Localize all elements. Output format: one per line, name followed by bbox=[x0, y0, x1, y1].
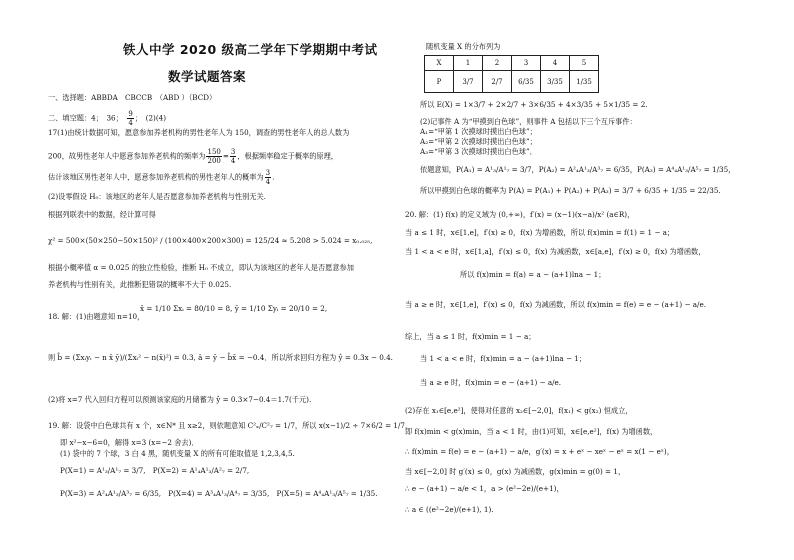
event-a3: A₃=“甲第 3 次摸球时摸出白色球”． bbox=[420, 147, 537, 156]
q18-regression: 则 b̂ = (Σxᵢyᵢ − n x̄ ȳ)/(Σxᵢ² − n(x̄)²) = 0.3, â = ȳ − b̂x̄ = −0.4．所以所求回归方程为 ŷ = 0.3x − 0.4. bbox=[48, 353, 393, 362]
q19-line4: P(X=1) = A¹₃/A¹₇ = 3/7, P(X=2) = A¹₄A¹₃/A²₇ = 2/7, bbox=[60, 466, 250, 475]
chi-square-formula: χ² = 500×(50×250−50×150)² / (100×400×200×300) = 125/24 ≈ 5.208 > 5.024 = x₀.₀₂₅, bbox=[48, 236, 373, 245]
event-a2: A₂=“甲第 2 次摸球时摸出白色球”； bbox=[420, 137, 537, 146]
q20-summary1: 综上，当 a ≤ 1 时，f(x)min = 1 − a； bbox=[405, 332, 536, 341]
event-intro: (2)记事件 A 为“甲摸到白色球”，则事件 A 包括以下三个互斥事件： bbox=[420, 117, 637, 126]
table-row: P 3/7 2/7 6/35 3/35 1/35 bbox=[425, 71, 599, 93]
q20-line1: 20. 解：(1) f(x) 的定义域为 (0,+∞)，f′(x) = (x−1)(x−a)/x² (a∈R)， bbox=[405, 210, 635, 219]
q20-line3: 当 1 < a < e 时，x∈[1,a]，f′(x) ≤ 0，f(x) 为减函数，x∈[a,e]，f′(x) ≥ 0，f(x) 为增函数， bbox=[405, 247, 706, 256]
q18-means: x̄ = 1/10 Σxᵢ = 80/10 = 8, ȳ = 1/10 Σyᵢ = 20/10 = 2, bbox=[140, 304, 328, 313]
distribution-table bbox=[424, 55, 599, 93]
answer-title: 数学试题答案 bbox=[168, 69, 247, 84]
event-probabilities: 依题意知，P(A₁) = A¹₃/A¹₇ = 3/7，P(A₂) = A²₄A¹₃/A³₇ = 6/35，P(A₃) = A⁴₄A¹₃/A⁵₇ = 1/35， bbox=[420, 165, 736, 174]
q20-summary2: 当 1 < a < e 时，f(x)min = a − (a+1)lna − 1； bbox=[420, 354, 587, 363]
q20-part2-line4: 当 x∈[−2,0] 时 g′(x) ≤ 0，g(x) 为减函数，g(x)min = g(0) = 1， bbox=[405, 467, 626, 476]
event-a1: A₁=“甲第 1 次摸球时摸出白色球”； bbox=[420, 127, 537, 136]
q17-line7: 养老机构与性别有关，此推断犯错误的概率不大于 0.025. bbox=[48, 280, 232, 289]
q17-line2: 200，故男性老年人中愿意参加养老机构的频率为 $\frac{150}{200}$ = $\frac{3}{4}$ ，根据频率稳定于概率的原理， bbox=[48, 148, 338, 165]
q20-summary3: 当 a ≥ e 时，f(x)min = e − (a+1) − a/e. bbox=[420, 378, 562, 387]
q20-part2-line1: (2)存在 x₁∈[e,e²]，使得对任意的 x₂∈[−2,0]，f(x₁) < g(x₂) 恒成立， bbox=[405, 406, 633, 415]
q17-line6: 根据小概率值 α = 0.025 的独立性检验，推断 H₀ 不成立，即认为该地区的老年人是否愿意参加 bbox=[48, 263, 354, 272]
q20-part2-line5: ∴ e − (a+1) − a/e < 1，a > (e²−2e)/(e+1)， bbox=[405, 484, 564, 493]
total-probability: 所以甲摸到白色球的概率为 P(A) = P(A₁) + P(A₂) + P(A₃) = 3/7 + 6/35 + 1/35 = 22/35. bbox=[420, 186, 721, 195]
q18-prediction: (2)将 x=7 代入回归方程可以预测该家庭的月储蓄为 ŷ = 0.3×7−0.4＝1.7(千元). bbox=[48, 395, 312, 404]
exam-title: 铁人中学 2020 级高二学年下学期期中考试 bbox=[123, 42, 378, 57]
table-row: X 1 2 3 4 5 bbox=[425, 56, 599, 71]
distribution-title: 随机变量 X 的分布列为 bbox=[426, 42, 501, 51]
q19-line2: 即 x²−x−6=0，解得 x=3 (x=−2 舍去)． bbox=[60, 438, 199, 447]
q18-line1: 18. 解：(1)由题意知 n=10， bbox=[48, 312, 145, 321]
q20-line5: 当 a ≥ e 时，x∈[1,e]，f′(x) ≤ 0，f(x) 为减函数，所以 f(x)min = f(e) = e − (a+1) − a/e. bbox=[405, 300, 706, 309]
q20-part2-line6: ∴ a ∈ ((e²−2e)/(e+1), 1). bbox=[405, 505, 494, 514]
q19-line1: 19. 解：设袋中白色球共有 x 个，x∈N* 且 x≥2，则依题意知 C²ₓ/C²₇ = 1/7，所以 x(x−1)/2 ÷ 7×6/2 = 1/7， bbox=[48, 421, 413, 430]
q1-answers: 一、选择题：ABBDA CBCCB （ABD ）（BCD） bbox=[48, 93, 217, 102]
q17-line3: 估计该地区男性老年人中，愿意参加养老机构的男性老年人的概率为 $\frac{3}{4}$ . bbox=[48, 169, 275, 186]
q2-answers: 二、填空题：4； 36； $\frac{9}{4}$ ； (2)(4) bbox=[48, 110, 167, 127]
q20-line4: 所以 f(x)min = f(a) = a − (a+1)lna − 1； bbox=[460, 270, 606, 279]
q20-part2-line2: 即 f(x)min < g(x)min，当 a < 1 时，由(1)可知，x∈[e,e²]，f(x) 为增函数， bbox=[405, 427, 658, 436]
q17-line5: 根据列联表中的数据，经计算可得 bbox=[48, 210, 156, 219]
q19-line3: (1) 袋中的 7 个球，3 白 4 黑，随机变量 X 的所有可能取值是 1,2,3,4,5. bbox=[60, 449, 295, 458]
expectation: 所以 E(X) = 1×3/7 + 2×2/7 + 3×6/35 + 4×3/35 + 5×1/35 = 2. bbox=[420, 100, 648, 109]
q19-line5: P(X=3) = A²₄A¹₃/A³₇ = 6/35, P(X=4) = A³₄A¹₃/A⁴₇ = 3/35, P(X=5) = A⁴₄A¹₃/A⁵₇ = 1/35. bbox=[60, 489, 378, 498]
q17-line4: (2)设零假设 H₀：该地区的老年人是否愿意参加养老机构与性别无关. bbox=[48, 192, 266, 201]
fraction: $\frac{9}{4}$ bbox=[128, 110, 133, 127]
q17-line1: 17(1)由统计数据可知，愿意参加养老机构的男性老年人为 150，调查的男性老年人的总人数为 bbox=[48, 128, 350, 137]
q20-line2: 当 a ≤ 1 时，x∈[1,e]，f′(x) ≥ 0，f(x) 为增函数，所以 f(x)min = f(1) = 1 − a； bbox=[405, 228, 675, 237]
q20-part2-line3: ∴ f(x)min = f(e) = e − (a+1) − a/e，g′(x) = x + eˣ − xeˣ − eˣ = x(1 − eˣ)， bbox=[405, 447, 674, 456]
